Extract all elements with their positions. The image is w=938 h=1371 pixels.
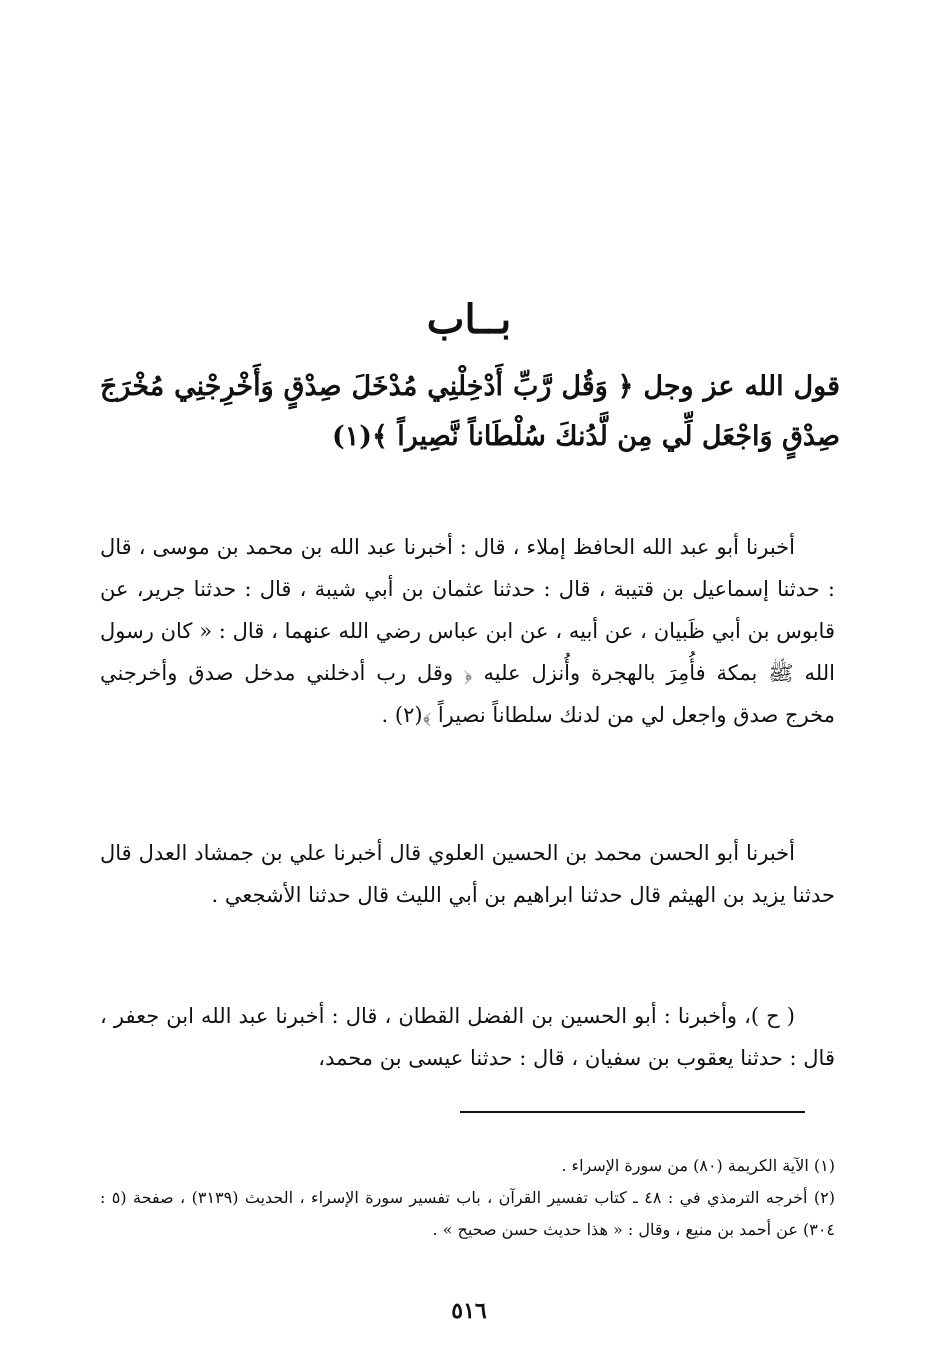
footnote-1: (١) الآية الكريمة (٨٠) من سورة الإسراء . [561,1156,835,1175]
footnotes [100,1150,835,1246]
paragraph-3: ( ح )، وأخبرنا : أبو الحسين بن الفضل القطان ، قال : أخبرنا عبد الله ابن جعفر ، قال : حدثنا يعقوب بن سفيان ، قال : حدثنا عيسى بن محمد، [100,1004,835,1070]
footnote-divider [460,1111,805,1113]
paragraph-2: أخبرنا أبو الحسن محمد بن الحسين العلوي قال أخبرنا علي بن جمشاد العدل قال حدثنا يزيد بن الهيثم قال حدثنا ابراهيم بن أبي الليث قال حدثنا الأشجعي . [100,841,835,907]
page-number: ٥١٦ [451,1298,487,1324]
paragraph-1: أخبرنا أبو عبد الله الحافظ إملاء ، قال : أخبرنا عبد الله بن محمد بن موسى ، قال : حدثنا إسماعيل بن قتيبة ، قال : حدثنا عثمان بن أبي شيبة ، قال : حدثنا جرير، عن قابوس بن أبي ظَبيان ، عن أبيه ، عن ابن عباس رضي الله عنهما ، قال : « كان رسول الله ﷺ بمكة فأُمِرَ بالهجرة وأُنزل عليه ﴿ وقل رب أدخلني مدخل صدق وأخرجني مخرج صدق واجعل لي من لدنك سلطاناً نصيراً ﴾(٢) . [100,535,835,727]
footnote-2: (٢) أخرجه الترمذي في : ٤٨ ـ كتاب تفسير القرآن ، باب تفسير سورة الإسراء ، الحديث (٣١٣٩) ، صفحة (٥ : ٣٠٤) عن أحمد بن منيع ، وقال : « هذا حديث حسن صحيح » . [100,1188,835,1239]
chapter-heading-verse: قول الله عز وجل ﴿ وَقُل رَّبِّ أَدْخِلْنِي مُدْخَلَ صِدْقٍ وَأَخْرِجْنِي مُخْرَجَ صِدْقٍ وَاجْعَل لِّي مِن لَّدُنكَ سُلْطَاناً نَّصِيراً ﴾(١) [100,371,840,452]
chapter-title: بــاب [426,296,512,343]
